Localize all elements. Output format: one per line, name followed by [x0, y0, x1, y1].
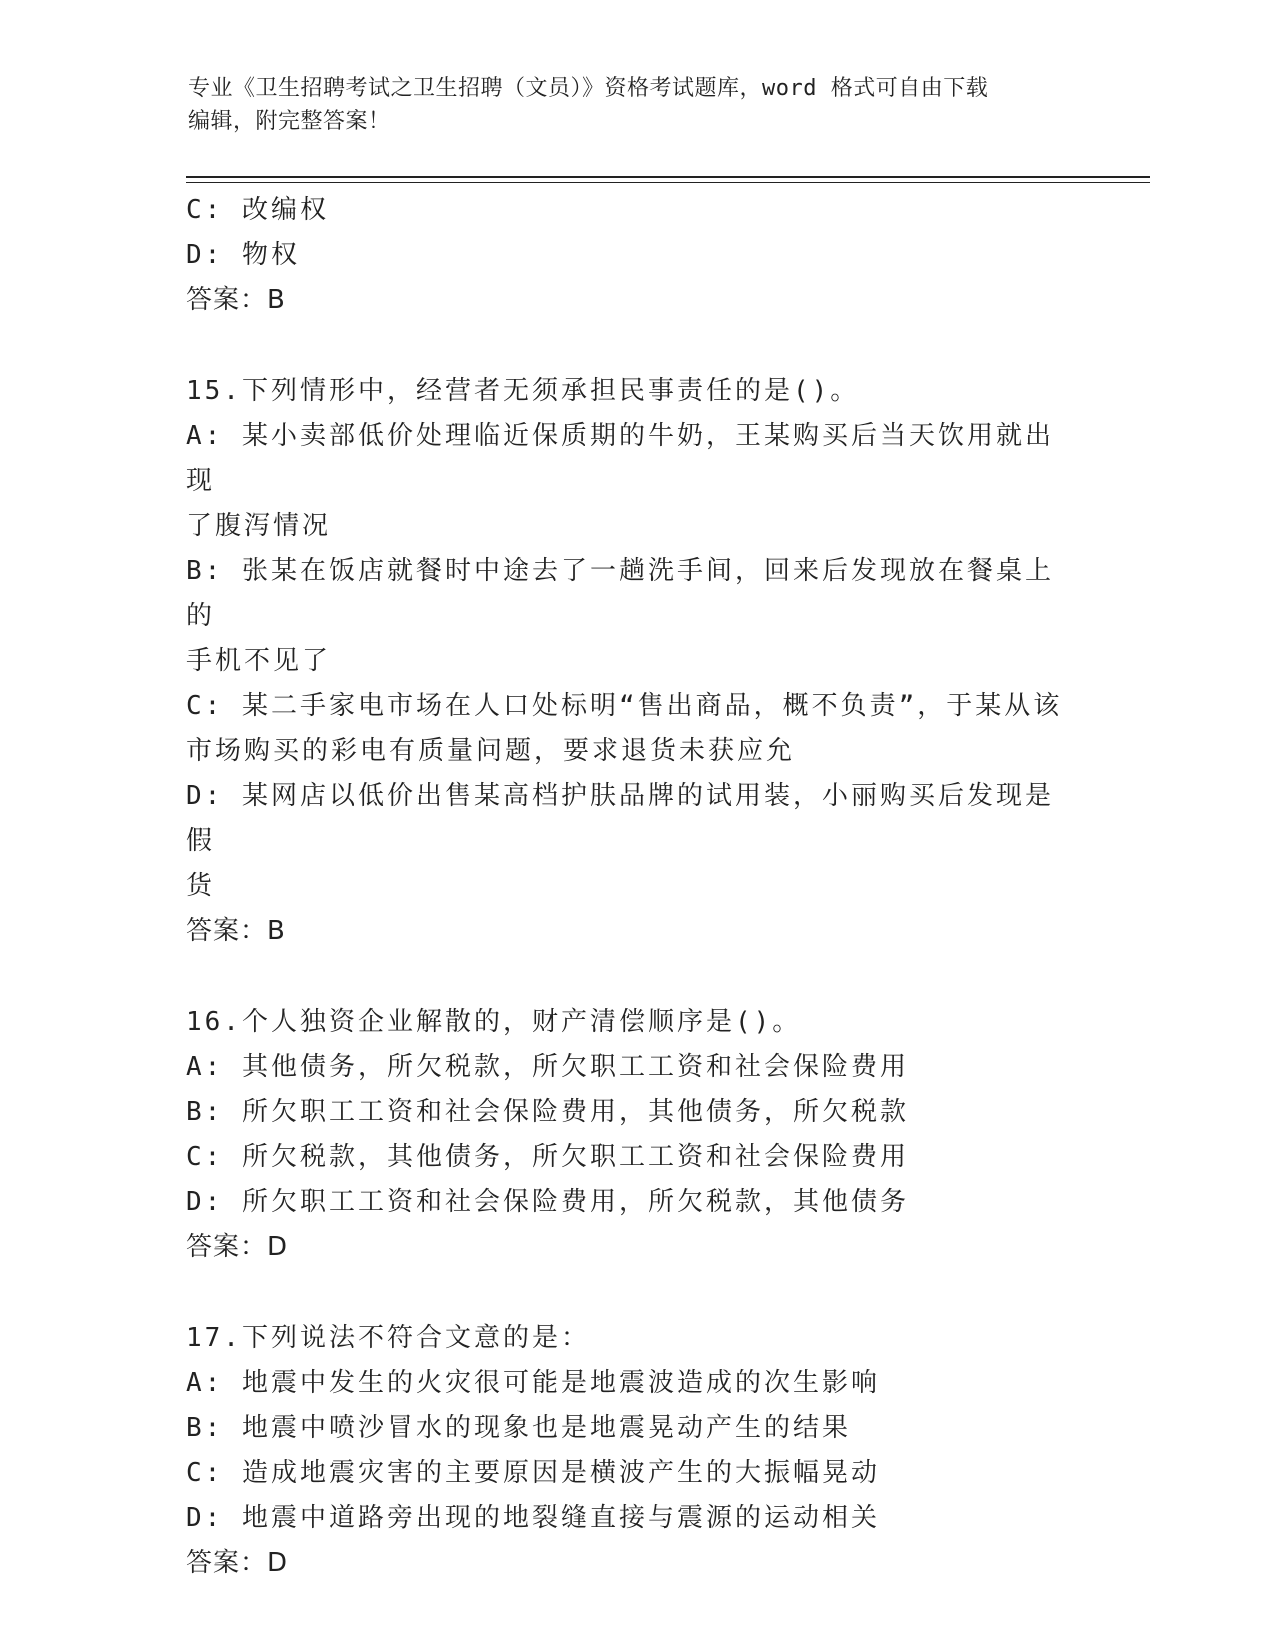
option-d-cont: 货 — [186, 871, 216, 901]
answer-line: 答案：D — [186, 1232, 289, 1262]
header-divider-thick — [186, 176, 1150, 178]
option-d: D: 某网店以低价出售某高档护肤品牌的试用装，小丽购买后发现是假 — [186, 781, 1054, 856]
option-b: B: 地震中喷沙冒水的现象也是地震晃动产生的结果 — [186, 1413, 851, 1443]
question-15 — [186, 369, 1066, 954]
question-stem: 17.下列说法不符合文意的是： — [186, 1323, 590, 1353]
answer-line: 答案：B — [186, 916, 286, 946]
option-a: A: 某小卖部低价处理临近保质期的牛奶，王某购买后当天饮用就出现 — [186, 421, 1054, 496]
option-a: A: 地震中发生的火灾很可能是地震波造成的次生影响 — [186, 1368, 880, 1398]
option-d: D: 地震中道路旁出现的地裂缝直接与震源的运动相关 — [186, 1503, 880, 1533]
option-d: D: 所欠职工工资和社会保险费用，所欠税款，其他债务 — [186, 1187, 909, 1217]
header-line-2: 编辑，附完整答案！ — [188, 109, 391, 134]
option-b-cont: 手机不见了 — [186, 646, 332, 676]
question-14-tail — [186, 188, 1066, 323]
option-c: C: 所欠税款，其他债务，所欠职工工资和社会保险费用 — [186, 1142, 909, 1172]
option-a: A: 其他债务，所欠税款，所欠职工工资和社会保险费用 — [186, 1052, 909, 1082]
header-divider-thin — [186, 182, 1150, 183]
question-stem: 15.下列情形中，经营者无须承担民事责任的是()。 — [186, 376, 860, 406]
question-16 — [186, 1000, 1066, 1270]
option-c-cont: 市场购买的彩电有质量问题，要求退货未获应允 — [186, 736, 796, 766]
question-content — [186, 188, 1066, 1586]
option-b: B: 所欠职工工资和社会保险费用，其他债务，所欠税款 — [186, 1097, 909, 1127]
question-stem: 16.个人独资企业解散的，财产清偿顺序是()。 — [186, 1007, 802, 1037]
option-c: C: 某二手家电市场在人口处标明“售出商品，概不负责”，于某从该 — [186, 691, 1063, 721]
question-17 — [186, 1316, 1066, 1586]
option-c: C: 造成地震灾害的主要原因是横波产生的大振幅晃动 — [186, 1458, 880, 1488]
option-b: B: 张某在饭店就餐时中途去了一趟洗手间，回来后发现放在餐桌上的 — [186, 556, 1054, 631]
option-a-cont: 了腹泻情况 — [186, 511, 332, 541]
option-c: C: 改编权 — [186, 195, 329, 225]
answer-line: 答案：D — [186, 1548, 289, 1578]
header-line-1: 专业《卫生招聘考试之卫生招聘（文员）》资格考试题库，word 格式可自由下载 — [188, 76, 989, 101]
option-d: D: 物权 — [186, 240, 300, 270]
answer-line: 答案：B — [186, 285, 286, 315]
page-header — [188, 72, 1068, 138]
